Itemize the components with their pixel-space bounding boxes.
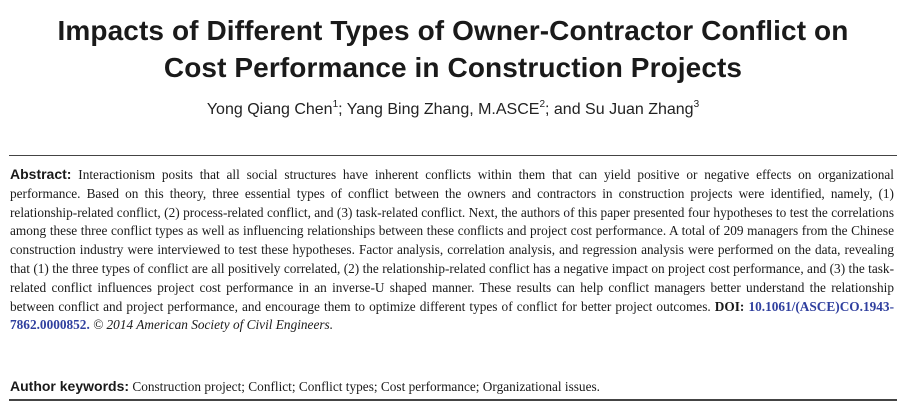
keywords-list: Construction project; Conflict; Conflict types; Cost performance; Organizational issues. bbox=[132, 379, 600, 394]
abstract-bottom-rule bbox=[9, 399, 897, 401]
abstract-body: Interactionism posits that all social structures have inherent conflicts within them that can yield positive or negative effects on organizational performance. Based on this theory, three essential types of conflict between the owners and contractors in construction projects were identified, namely, (1) relationship-related conflict, (2) process-related conflict, and (3) task-related conflict. Next, the authors of this paper presented four hypotheses to test the correlations among these three conflict types as well as influencing relationships between these conflicts and project cost performance. A total of 209 managers from the Chinese construction industry were interviewed to test these hypotheses. Factor analysis, correlation analysis, and regression analysis were performed on the data, revealing that (1) the three types of conflict are all positively correlated, (2) the relationship-related conflict has a negative impact on project cost performance, and (3) the task-related conflict influences project cost performance in an inverse-U shaped manner. These results can help conflict managers better understand the relationship between conflict and project performance, and encourage them to optimize different types of conflict for better project outcomes. bbox=[10, 167, 894, 314]
title-line-2: Cost Performance in Construction Projects bbox=[163, 52, 743, 83]
keywords-label: Author keywords: bbox=[10, 378, 130, 394]
author-list bbox=[0, 100, 906, 120]
abstract-top-rule bbox=[9, 155, 897, 156]
paper-title bbox=[0, 12, 906, 86]
author-3-name: Su Juan Zhang bbox=[585, 101, 694, 118]
author-separator-1: ; bbox=[338, 101, 347, 118]
author-3-affiliation: 3 bbox=[693, 99, 700, 110]
doi-label: DOI: bbox=[714, 298, 745, 314]
author-keywords bbox=[10, 377, 894, 396]
author-2-name: Yang Bing Zhang, M.ASCE bbox=[346, 101, 540, 118]
doi-link[interactable]: 10.1061/(ASCE)CO.1943-7862.0000852. bbox=[10, 298, 894, 333]
author-separator-2: ; and bbox=[545, 101, 586, 118]
copyright-notice: © 2014 American Society of Civil Engineers. bbox=[93, 317, 334, 333]
abstract-block bbox=[10, 165, 894, 335]
title-line-1: Impacts of Different Types of Owner-Contractor Conflict on bbox=[57, 15, 849, 46]
author-1-name: Yong Qiang Chen bbox=[206, 101, 333, 118]
abstract-label: Abstract: bbox=[10, 166, 72, 182]
author-1-affiliation: 1 bbox=[332, 99, 339, 110]
author-2-affiliation: 2 bbox=[539, 99, 546, 110]
